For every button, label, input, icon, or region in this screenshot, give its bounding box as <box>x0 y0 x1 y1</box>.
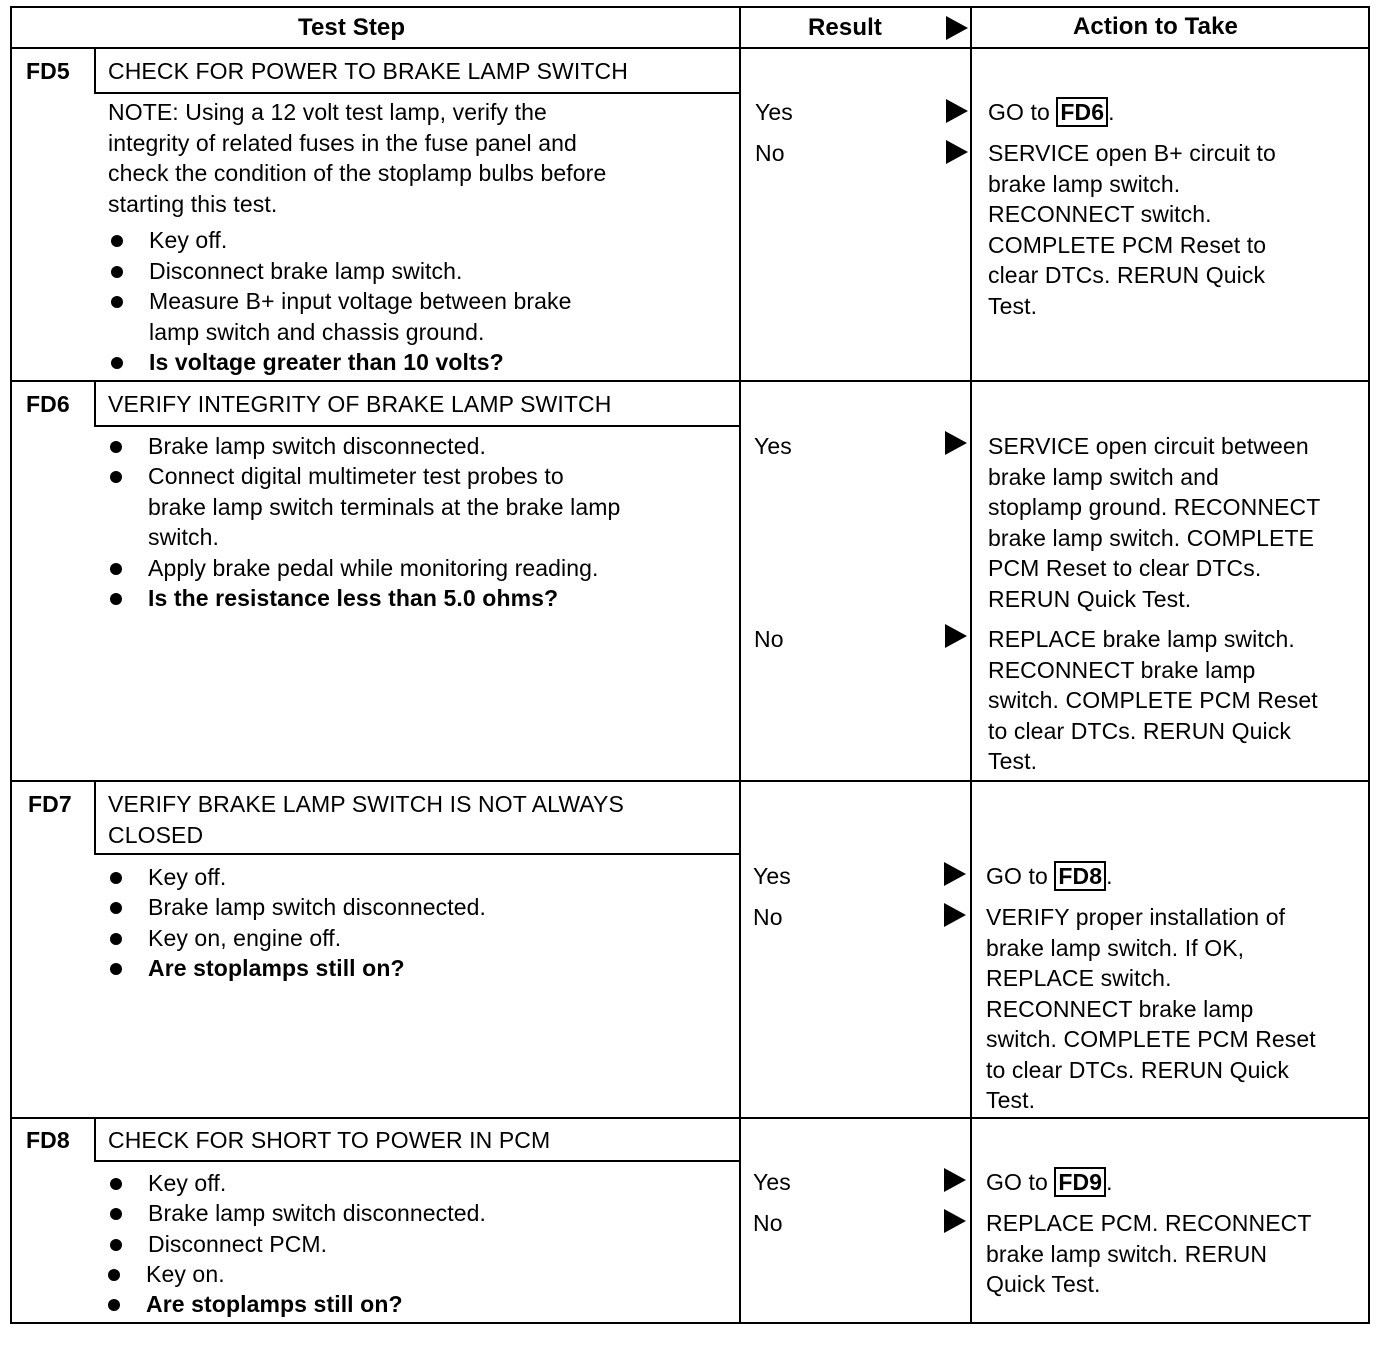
header-divider <box>10 47 1370 49</box>
title-underline <box>94 425 741 427</box>
bullet-icon <box>110 1178 122 1190</box>
row-divider <box>10 380 1370 382</box>
code-cell-divider <box>94 1117 96 1162</box>
bullet-text: Disconnect PCM. <box>148 1231 328 1257</box>
arrow-right-icon <box>946 99 968 123</box>
action-line: switch. COMPLETE PCM Reset <box>986 1026 1316 1052</box>
action-line: REPLACE switch. <box>986 965 1172 991</box>
action-text <box>988 97 1115 128</box>
result-label: No <box>753 904 783 930</box>
action-line: switch. COMPLETE PCM Reset <box>988 687 1318 713</box>
bullet-icon <box>111 296 123 308</box>
action-suffix: . <box>1108 99 1115 125</box>
row-divider <box>10 780 1370 782</box>
bullet-text: Key off. <box>148 864 227 890</box>
step-reference: FD9 <box>1054 1167 1106 1197</box>
result-label: Yes <box>755 99 793 125</box>
title-line: VERIFY BRAKE LAMP SWITCH IS NOT ALWAYS <box>108 791 624 817</box>
bullet-text: Brake lamp switch disconnected. <box>148 894 487 920</box>
note-line: NOTE: Using a 12 volt test lamp, verify the <box>108 99 547 125</box>
action-line: to clear DTCs. RERUN Quick <box>986 1056 1289 1083</box>
code-cell-divider <box>94 780 96 855</box>
step-title <box>108 789 624 850</box>
table-border-right <box>1368 6 1370 1324</box>
title-underline <box>94 92 741 94</box>
bullet-text: Key off. <box>149 227 228 253</box>
action-text <box>988 431 1320 614</box>
bullet-icon <box>108 1269 120 1281</box>
action-suffix: . <box>1106 863 1113 889</box>
action-line: RECONNECT brake lamp <box>988 656 1256 683</box>
bullet-icon <box>111 266 123 278</box>
arrow-right-icon <box>944 903 966 927</box>
bullet-icon <box>110 872 122 884</box>
bullet-text: Measure B+ input voltage between brake <box>149 288 572 314</box>
bullet-question: Is voltage greater than 10 volts? <box>149 349 504 375</box>
result-label: Yes <box>753 863 791 889</box>
title-line: CLOSED <box>108 821 204 848</box>
bullet-text: Brake lamp switch disconnected. <box>148 433 487 459</box>
action-prefix: GO to <box>986 1169 1055 1195</box>
code-cell-divider <box>94 47 96 94</box>
bullet-question: Are stoplamps still on? <box>146 1291 403 1317</box>
bullet-icon <box>110 593 122 605</box>
action-line: RECONNECT brake lamp <box>986 995 1254 1022</box>
action-line: COMPLETE PCM Reset to <box>988 231 1267 258</box>
action-line: REPLACE brake lamp switch. <box>988 626 1295 652</box>
action-line: RECONNECT switch. <box>988 201 1212 227</box>
action-line: RERUN Quick Test. <box>988 585 1192 612</box>
action-line: SERVICE open circuit between <box>988 433 1309 459</box>
bullet-icon <box>110 963 122 975</box>
result-label: Yes <box>753 1169 791 1195</box>
bullet-icon <box>110 1239 122 1251</box>
action-text <box>986 1167 1113 1198</box>
result-label: No <box>753 1210 783 1236</box>
step-code: FD5 <box>26 58 70 84</box>
action-line: Test. <box>988 748 1038 774</box>
bullet-text: Disconnect brake lamp switch. <box>149 258 463 284</box>
arrow-right-icon <box>944 1209 966 1233</box>
action-suffix: . <box>1106 1169 1113 1195</box>
bullet-text: Key on, engine off. <box>148 925 342 951</box>
step-code: FD7 <box>28 791 72 817</box>
bullet-icon <box>108 1299 120 1311</box>
action-prefix: GO to <box>986 863 1055 889</box>
action-line: brake lamp switch and <box>988 463 1219 490</box>
action-line: REPLACE PCM. RECONNECT <box>986 1210 1312 1236</box>
step-code: FD6 <box>26 391 70 417</box>
result-label: No <box>754 626 784 652</box>
action-line: Test. <box>988 292 1038 319</box>
result-label: Yes <box>754 433 792 459</box>
column-divider-result <box>739 6 741 1324</box>
arrow-right-icon <box>944 862 966 886</box>
action-line: brake lamp switch. If OK, <box>986 934 1245 961</box>
bullet-icon <box>110 1208 122 1220</box>
action-line: SERVICE open B+ circuit to <box>988 140 1276 166</box>
action-text <box>986 861 1113 892</box>
bullet-icon <box>110 563 122 575</box>
table-border-left <box>10 6 12 1324</box>
action-line: VERIFY proper installation of <box>986 904 1286 930</box>
bullet-text: Connect digital multimeter test probes to <box>148 463 564 489</box>
bullet-icon <box>110 933 122 945</box>
action-prefix: GO to <box>988 99 1057 125</box>
note-line: check the condition of the stoplamp bulbs before <box>108 160 607 186</box>
step-note <box>108 97 606 219</box>
action-line: to clear DTCs. RERUN Quick <box>988 717 1291 744</box>
action-line: PCM Reset to clear DTCs. <box>988 555 1262 581</box>
row-divider <box>10 1117 1370 1119</box>
table-border-top <box>10 6 1370 8</box>
header-result: Result <box>808 14 882 41</box>
bullet-icon <box>111 235 123 247</box>
step-code: FD8 <box>26 1127 70 1153</box>
bullet-text: brake lamp switch terminals at the brake lamp <box>148 494 621 520</box>
arrow-right-icon <box>946 140 968 164</box>
arrow-right-icon <box>946 16 968 40</box>
arrow-right-icon <box>944 1168 966 1192</box>
arrow-right-icon <box>945 624 967 648</box>
arrow-right-icon <box>945 431 967 455</box>
action-line: brake lamp switch. COMPLETE <box>988 524 1315 551</box>
step-title: CHECK FOR SHORT TO POWER IN PCM <box>108 1127 551 1153</box>
header-test-step: Test Step <box>298 14 406 41</box>
bullet-text: lamp switch and chassis ground. <box>149 319 485 345</box>
code-cell-divider <box>94 380 96 427</box>
bullet-text: Key on. <box>146 1261 225 1287</box>
action-line: brake lamp switch. <box>988 170 1181 197</box>
bullet-text: switch. <box>148 524 219 550</box>
bullet-question: Is the resistance less than 5.0 ohms? <box>148 585 559 611</box>
bullet-icon <box>111 357 123 369</box>
header-action: Action to Take <box>1073 13 1238 40</box>
step-title: VERIFY INTEGRITY OF BRAKE LAMP SWITCH <box>108 391 612 417</box>
bullet-icon <box>110 441 122 453</box>
action-line: Test. <box>986 1087 1036 1113</box>
action-text <box>986 902 1316 1116</box>
bullet-text: Key off. <box>148 1170 227 1196</box>
bullet-text: Apply brake pedal while monitoring reading. <box>148 555 599 581</box>
result-label: No <box>755 140 785 166</box>
action-text <box>988 624 1318 777</box>
step-reference: FD8 <box>1054 861 1106 891</box>
action-line: clear DTCs. RERUN Quick <box>988 262 1266 288</box>
action-text <box>986 1208 1312 1300</box>
table-border-bottom <box>10 1322 1370 1324</box>
action-line: Quick Test. <box>986 1271 1101 1297</box>
bullet-icon <box>110 902 122 914</box>
bullet-text: Brake lamp switch disconnected. <box>148 1200 487 1226</box>
action-line: stoplamp ground. RECONNECT <box>988 494 1321 520</box>
bullet-icon <box>110 471 122 483</box>
action-line: brake lamp switch. RERUN <box>986 1240 1268 1267</box>
column-divider-action <box>970 6 972 1324</box>
step-title: CHECK FOR POWER TO BRAKE LAMP SWITCH <box>108 58 628 84</box>
action-text <box>988 138 1276 321</box>
bullet-question: Are stoplamps still on? <box>148 955 405 981</box>
step-reference: FD6 <box>1056 97 1108 127</box>
title-underline <box>94 853 741 855</box>
title-underline <box>94 1160 741 1162</box>
note-line: starting this test. <box>108 190 278 217</box>
note-line: integrity of related fuses in the fuse panel and <box>108 129 577 156</box>
